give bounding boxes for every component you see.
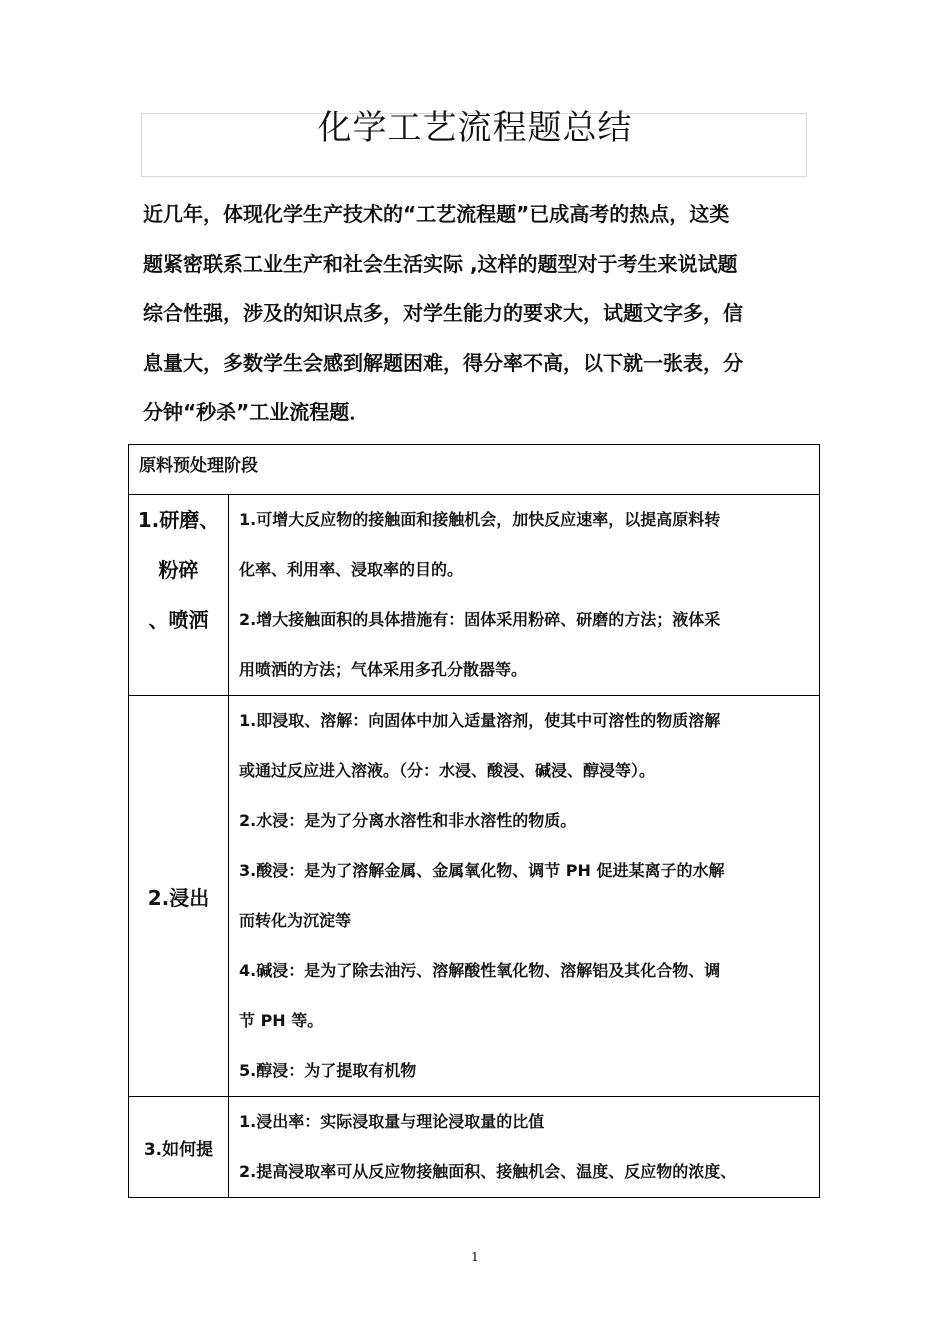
content-line: 2.增大接触面积的具体措施有：固体采用粉碎、研磨的方法；液体采 — [239, 610, 721, 629]
table-row — [129, 696, 820, 1097]
document-title: 化学工艺流程题总结 — [317, 108, 633, 148]
table-row — [129, 495, 820, 696]
row-content — [229, 495, 820, 696]
content-line: 用喷洒的方法；气体采用多孔分散器等。 — [239, 660, 528, 679]
content-line: 1.即浸取、溶解：向固体中加入适量溶剂，使其中可溶性的物质溶解 — [239, 711, 721, 730]
content-line: 3.酸浸：是为了溶解金属、金属氧化物、调节 PH 促进某离子的水解 — [239, 861, 725, 880]
content-line: 5.醇浸：为了提取有机物 — [239, 1061, 417, 1080]
table-header-row — [129, 445, 820, 495]
row-label-line: 、喷洒 — [148, 608, 209, 632]
row-label: 2.浸出 — [129, 696, 229, 1097]
content-line: 2.水浸：是为了分离水溶性和非水溶性的物质。 — [239, 811, 577, 830]
intro-line: 息量大，多数学生会感到解题困难，得分率不高，以下就一张表，分 — [143, 350, 743, 375]
row-content — [229, 696, 820, 1097]
content-line: 2.提高浸取率可从反应物接触面积、接触机会、温度、反应物的浓度、 — [239, 1162, 737, 1181]
intro-line: 综合性强，涉及的知识点多，对学生能力的要求大，试题文字多，信 — [143, 301, 743, 326]
page-number: 1 — [471, 1250, 479, 1264]
content-line: 或通过反应进入溶液。（分：水浸、酸浸、碱浸、醇浸等）。 — [239, 761, 656, 780]
row-label — [129, 495, 229, 696]
intro-line: 分钟“秒杀”工业流程题． — [143, 400, 370, 425]
row-label-line: 1.研磨、 — [137, 508, 220, 532]
table-row — [129, 1097, 820, 1198]
content-line: 4.碱浸：是为了除去油污、溶解酸性氧化物、溶解铝及其化合物、调 — [239, 961, 721, 980]
row-content — [229, 1097, 820, 1198]
stage-header: 原料预处理阶段 — [129, 445, 820, 495]
row-label-line: 粉碎 — [158, 558, 199, 582]
process-table — [128, 444, 820, 1198]
content-line: 节 PH 等。 — [239, 1011, 324, 1030]
row-label: 3.如何提 — [129, 1097, 229, 1198]
intro-line: 近几年，体现化学生产技术的“工艺流程题”已成高考的热点，这类 — [143, 202, 730, 226]
intro-paragraph — [143, 190, 811, 438]
content-line: 化率、利用率、浸取率的目的。 — [239, 560, 464, 579]
content-line: 而转化为沉淀等 — [239, 911, 352, 930]
content-line: 1.浸出率：实际浸取量与理论浸取量的比值 — [239, 1112, 545, 1131]
intro-line: 题紧密联系工业生产和社会生活实际 ,这样的题型对于考生来说试题 — [143, 251, 738, 276]
content-line: 1.可增大反应物的接触面和接触机会，加快反应速率，以提高原料转 — [239, 510, 721, 529]
